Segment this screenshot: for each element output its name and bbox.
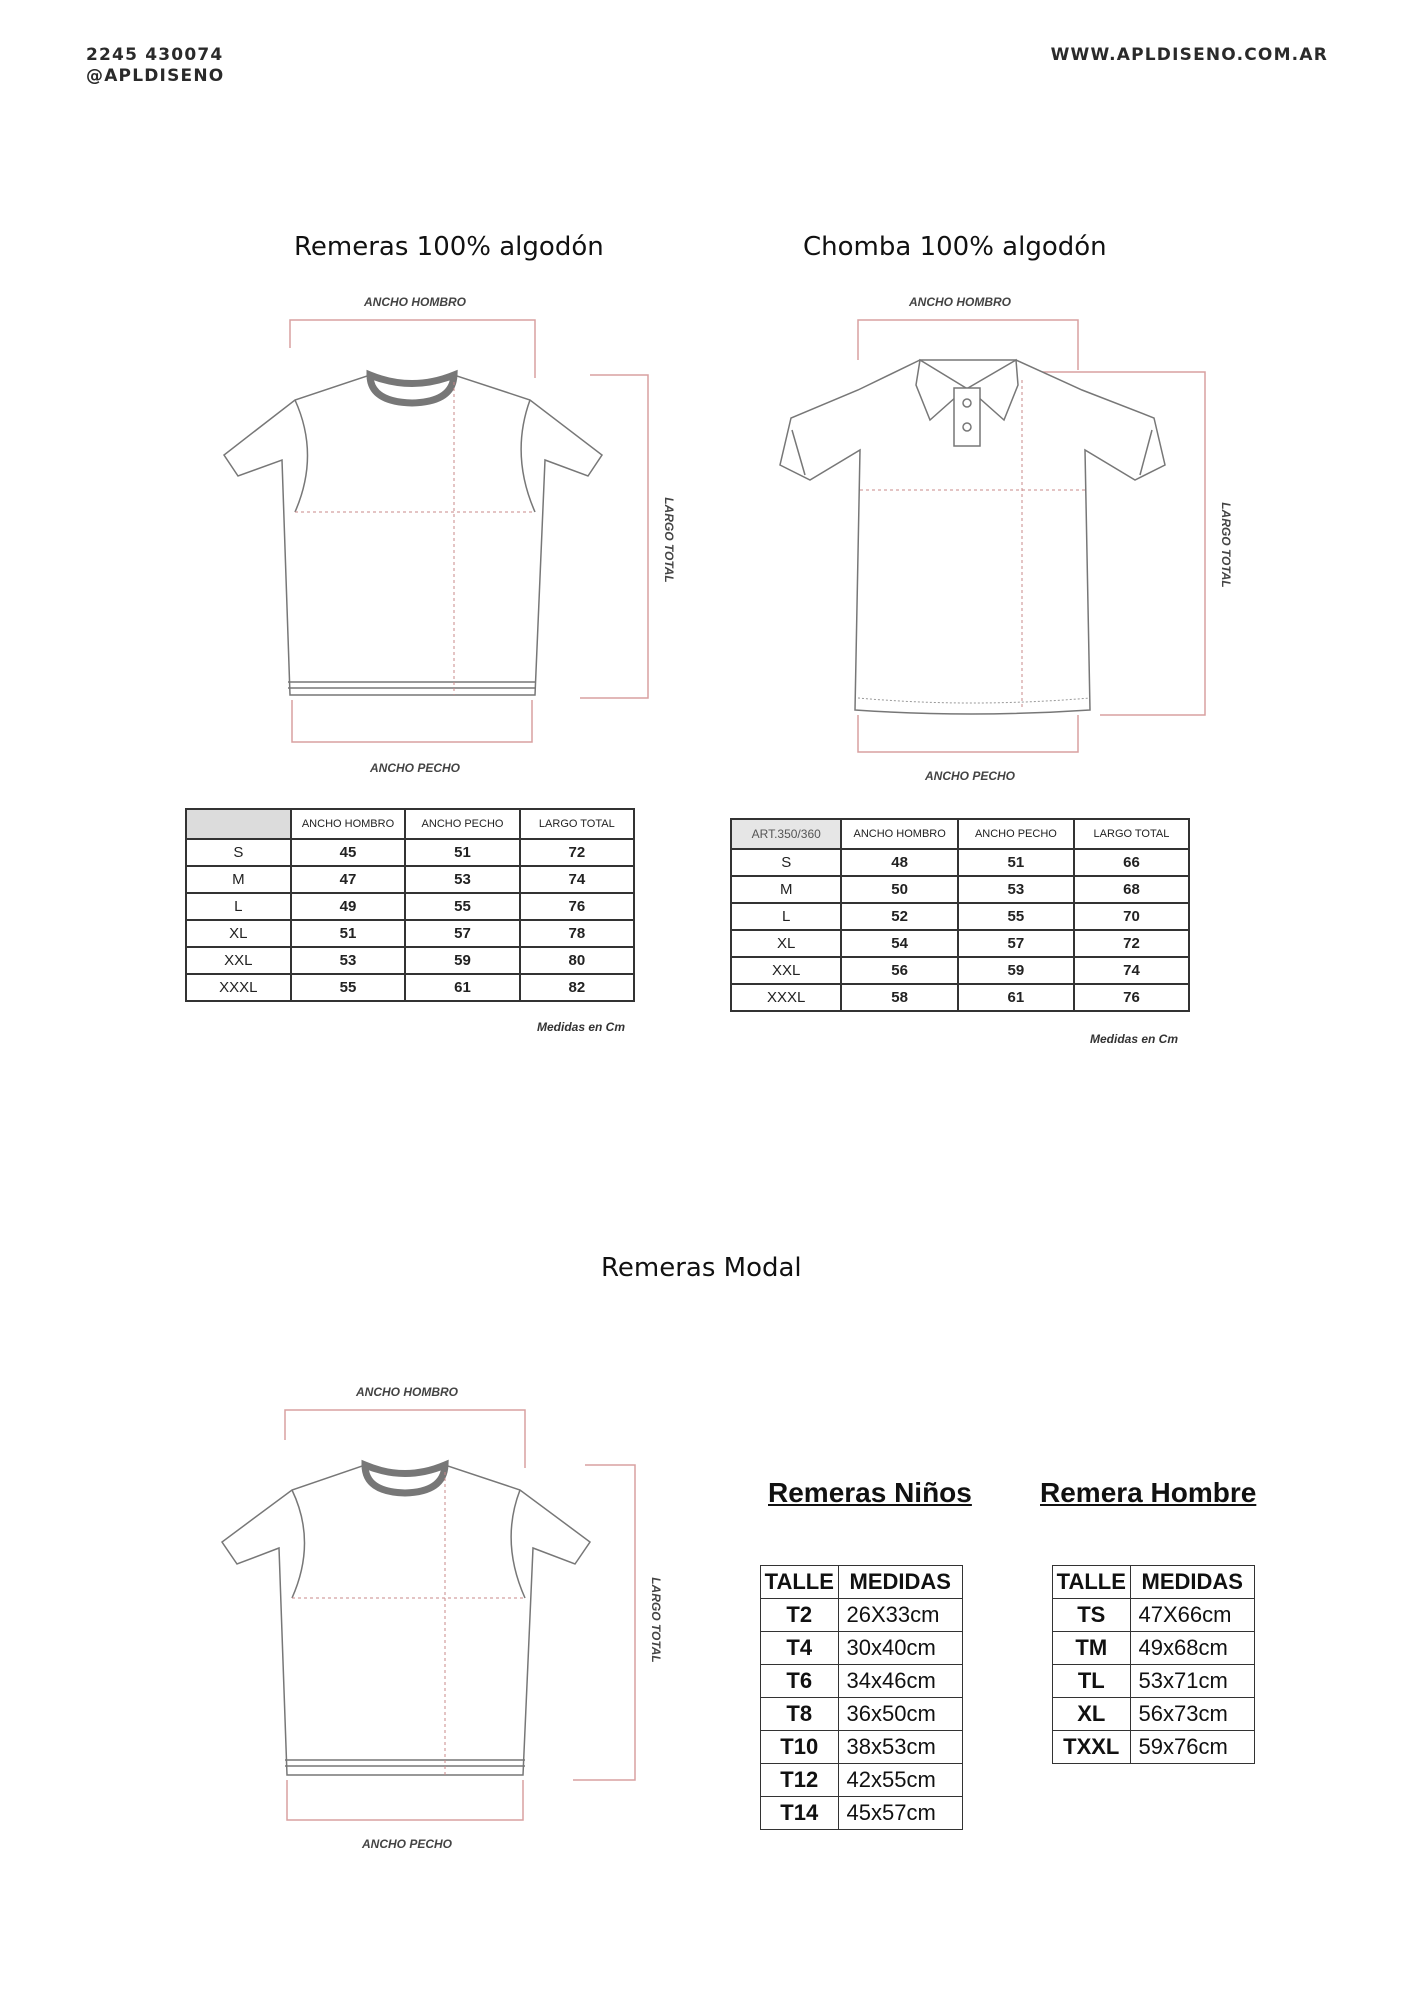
col-header: ANCHO HOMBRO [291, 809, 406, 839]
chest-guide [858, 715, 1078, 752]
value-cell: 59 [958, 957, 1074, 984]
table-row [761, 1698, 963, 1731]
measure-cell: 42x55cm [838, 1764, 962, 1797]
value-cell: 51 [958, 849, 1074, 876]
measure-cell: 56x73cm [1130, 1698, 1254, 1731]
value-cell: 70 [1074, 903, 1189, 930]
size-cell: XL [1053, 1698, 1131, 1731]
value-cell: 61 [405, 974, 519, 1001]
chest-guide [292, 700, 532, 742]
measure-cell: 36x50cm [838, 1698, 962, 1731]
col-header: ANCHO HOMBRO [841, 819, 957, 849]
table-row [761, 1764, 963, 1797]
value-cell: 59 [405, 947, 519, 974]
length-guide [573, 1465, 635, 1780]
value-cell: 53 [958, 876, 1074, 903]
size-cell: TM [1053, 1632, 1131, 1665]
kids-size-table [760, 1565, 963, 1830]
shoulder-guide [285, 1410, 525, 1468]
tshirt-diagram [210, 290, 690, 790]
size-cell: XL [186, 920, 291, 947]
table-corner-cell [186, 809, 291, 839]
measure-cell: 30x40cm [838, 1632, 962, 1665]
label-shoulder: ANCHO HOMBRO [356, 1385, 458, 1399]
value-cell: 47 [291, 866, 406, 893]
value-cell: 54 [841, 930, 957, 957]
table-row [1053, 1599, 1255, 1632]
value-cell: 66 [1074, 849, 1189, 876]
size-cell: XXXL [731, 984, 841, 1011]
col-header: LARGO TOTAL [520, 809, 634, 839]
value-cell: 68 [1074, 876, 1189, 903]
section-title-remeras: Remeras 100% algodón [294, 232, 604, 262]
website-url[interactable]: WWW.APLDISENO.COM.AR [1050, 45, 1328, 65]
value-cell: 55 [291, 974, 406, 1001]
size-cell: XL [731, 930, 841, 957]
value-cell: 76 [1074, 984, 1189, 1011]
size-cell: TXXL [1053, 1731, 1131, 1764]
label-shoulder: ANCHO HOMBRO [909, 295, 1011, 309]
modal-tshirt-diagram [205, 1380, 685, 1860]
table-row [731, 903, 1189, 930]
label-length: LARGO TOTAL [649, 1577, 663, 1663]
kids-heading: Remeras Niños [768, 1477, 972, 1508]
table-row [186, 920, 634, 947]
label-length: LARGO TOTAL [1219, 502, 1233, 588]
table-row [186, 974, 634, 1001]
men-heading: Remera Hombre [1040, 1477, 1257, 1508]
section-title-chomba: Chomba 100% algodón [803, 232, 1107, 262]
size-cell: XXL [186, 947, 291, 974]
table-row [1053, 1731, 1255, 1764]
value-cell: 74 [1074, 957, 1189, 984]
col-header-medidas: MEDIDAS [1130, 1566, 1254, 1599]
label-chest: ANCHO PECHO [924, 769, 1016, 783]
label-chest: ANCHO PECHO [369, 761, 461, 775]
value-cell: 72 [1074, 930, 1189, 957]
col-header-medidas: MEDIDAS [838, 1566, 962, 1599]
units-note: Medidas en Cm [537, 1020, 626, 1034]
table-row [731, 984, 1189, 1011]
label-shoulder: ANCHO HOMBRO [364, 295, 466, 309]
size-cell: M [731, 876, 841, 903]
size-cell: S [731, 849, 841, 876]
size-cell: T8 [761, 1698, 839, 1731]
value-cell: 57 [405, 920, 519, 947]
contact-block [86, 45, 224, 87]
value-cell: 78 [520, 920, 634, 947]
col-header: ANCHO PECHO [958, 819, 1074, 849]
label-chest: ANCHO PECHO [361, 1837, 453, 1851]
size-cell: TS [1053, 1599, 1131, 1632]
table-row [761, 1599, 963, 1632]
value-cell: 53 [405, 866, 519, 893]
value-cell: 61 [958, 984, 1074, 1011]
phone-number: 2245 430074 [86, 45, 224, 65]
social-handle: @APLDISENO [86, 66, 225, 86]
value-cell: 55 [958, 903, 1074, 930]
chest-guide [287, 1780, 523, 1820]
size-cell: T14 [761, 1797, 839, 1830]
men-size-table [1052, 1565, 1255, 1764]
value-cell: 51 [291, 920, 406, 947]
value-cell: 55 [405, 893, 519, 920]
value-cell: 80 [520, 947, 634, 974]
measure-cell: 53x71cm [1130, 1665, 1254, 1698]
value-cell: 53 [291, 947, 406, 974]
value-cell: 57 [958, 930, 1074, 957]
value-cell: 52 [841, 903, 957, 930]
value-cell: 56 [841, 957, 957, 984]
chomba-size-table [730, 818, 1190, 1012]
table-row [761, 1731, 963, 1764]
size-cell: T12 [761, 1764, 839, 1797]
col-header: LARGO TOTAL [1074, 819, 1189, 849]
size-cell: L [731, 903, 841, 930]
table-row [1053, 1632, 1255, 1665]
table-row [731, 849, 1189, 876]
value-cell: 76 [520, 893, 634, 920]
value-cell: 48 [841, 849, 957, 876]
table-row [186, 866, 634, 893]
measure-cell: 45x57cm [838, 1797, 962, 1830]
size-cell: M [186, 866, 291, 893]
size-cell: T2 [761, 1599, 839, 1632]
measure-cell: 49x68cm [1130, 1632, 1254, 1665]
size-cell: T10 [761, 1731, 839, 1764]
length-guide [580, 375, 648, 698]
size-cell: T4 [761, 1632, 839, 1665]
table-row [761, 1632, 963, 1665]
value-cell: 50 [841, 876, 957, 903]
table-row [731, 930, 1189, 957]
units-note: Medidas en Cm [1090, 1032, 1179, 1046]
measure-cell: 47X66cm [1130, 1599, 1254, 1632]
size-cell: S [186, 839, 291, 866]
table-row [186, 839, 634, 866]
value-cell: 72 [520, 839, 634, 866]
measure-cell: 26X33cm [838, 1599, 962, 1632]
size-cell: XXL [731, 957, 841, 984]
table-row [761, 1797, 963, 1830]
col-header-talle: TALLE [1053, 1566, 1131, 1599]
measure-cell: 34x46cm [838, 1665, 962, 1698]
table-row [731, 957, 1189, 984]
value-cell: 49 [291, 893, 406, 920]
col-header-talle: TALLE [761, 1566, 839, 1599]
size-cell: L [186, 893, 291, 920]
value-cell: 51 [405, 839, 519, 866]
col-header: ANCHO PECHO [405, 809, 519, 839]
polo-diagram [760, 290, 1250, 800]
value-cell: 82 [520, 974, 634, 1001]
shoulder-guide [290, 320, 535, 378]
value-cell: 58 [841, 984, 957, 1011]
size-cell: T6 [761, 1665, 839, 1698]
value-cell: 45 [291, 839, 406, 866]
measure-cell: 38x53cm [838, 1731, 962, 1764]
table-row [731, 876, 1189, 903]
article-number-cell: ART.350/360 [731, 819, 841, 849]
table-row [761, 1665, 963, 1698]
section-title-modal: Remeras Modal [601, 1253, 802, 1283]
size-cell: TL [1053, 1665, 1131, 1698]
table-row [1053, 1698, 1255, 1731]
size-cell: XXXL [186, 974, 291, 1001]
table-row [186, 947, 634, 974]
remeras-size-table [185, 808, 635, 1002]
measure-cell: 59x76cm [1130, 1731, 1254, 1764]
table-row [1053, 1665, 1255, 1698]
value-cell: 74 [520, 866, 634, 893]
table-row [186, 893, 634, 920]
label-length: LARGO TOTAL [662, 497, 676, 583]
